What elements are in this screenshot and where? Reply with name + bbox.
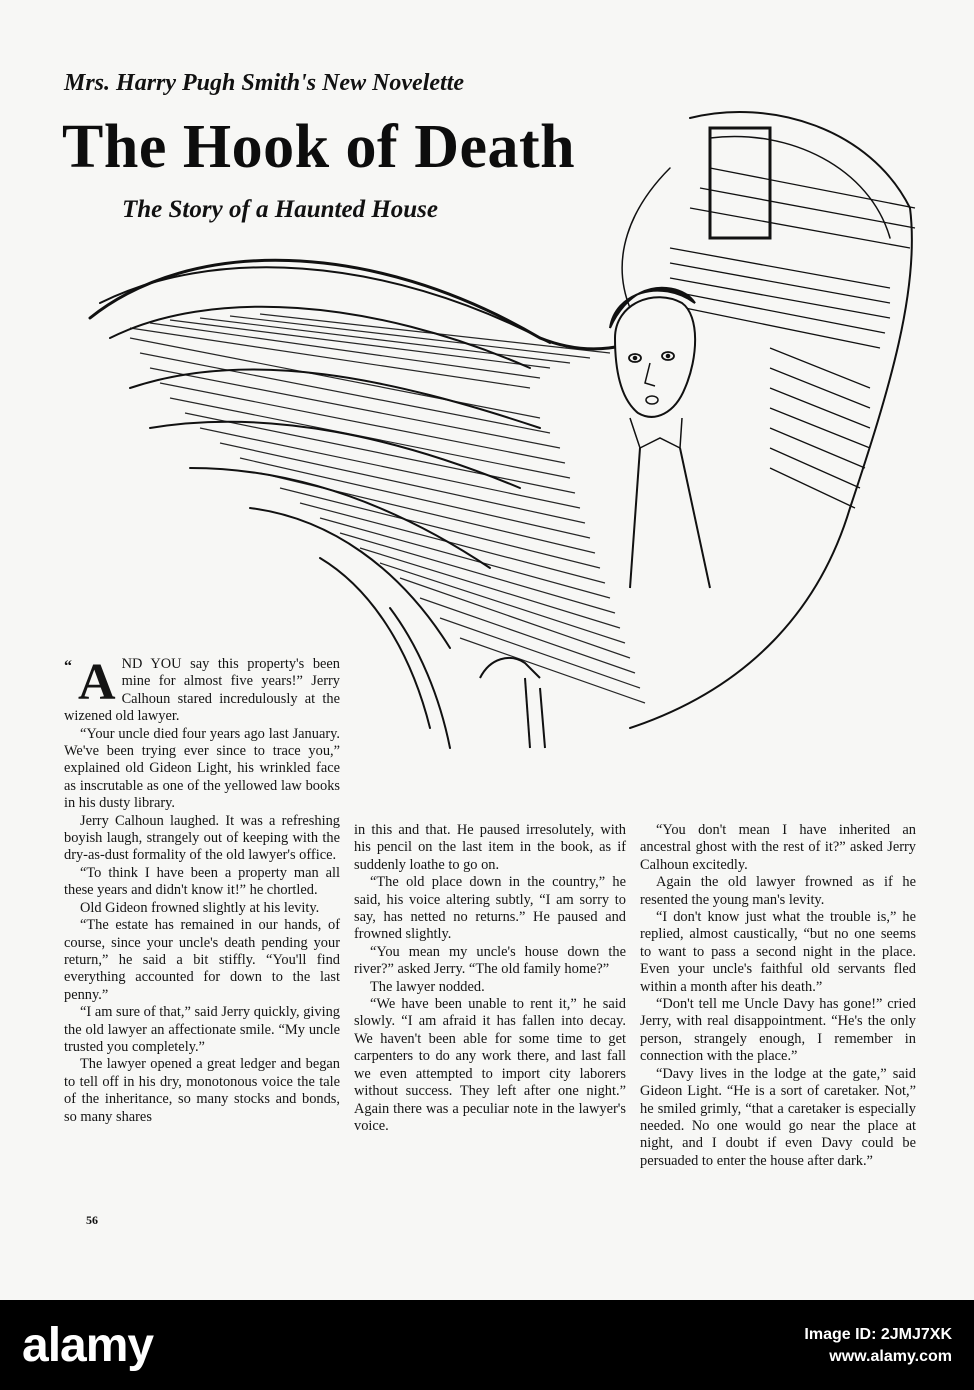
paragraph: “To think I have been a property man all these years and didn't know it!” he chortled. — [64, 864, 340, 899]
paragraph: Old Gideon frowned slightly at his levity. — [80, 899, 320, 916]
paragraph: “I am sure of that,” said Jerry quickly, giving the old lawyer an affectionate smile. “My uncle trusted you completely.” — [64, 1004, 340, 1055]
article-subtitle: The Story of a Haunted House — [122, 196, 438, 223]
paragraph: “We have been unable to rent it,” he said slowly. “I am afraid it has fallen into decay. We haven't been able for some time to get carpenters to do any work there, and last fall we even attempted to import city laborers without success. They left after one night.” Again there was a peculiar note in the lawyer's voice. — [354, 996, 626, 1134]
opening-paragraph — [64, 656, 340, 726]
paragraph: “Your uncle died four years ago last January. We've been trying ever since to trace you,” explained old Gideon Light, his wrinkled face as inscrutable as one of the yellowed law books in his dusty library. — [64, 725, 340, 812]
paragraph: “I don't know just what the trouble is,” he replied, almost caustically, “but no one seems to want to pass a second night in the place. Even your uncle's faithful old servants fled within a month after his death.” — [640, 909, 916, 995]
page-number: 56 — [86, 1213, 98, 1227]
paragraph: “Don't tell me Uncle Davy has gone!” cried Jerry, with real disappointment. “He's the only person, strangely enough, I remember in connection with the place.” — [640, 996, 916, 1065]
paragraph: ND YOU say this property's been mine for almost five years!” Jerry Calhoun stared incredulously at the wizened old lawyer. — [64, 656, 340, 725]
alamy-logo: alamy — [22, 1319, 154, 1372]
site-url: www.alamy.com — [829, 1348, 952, 1365]
paragraph: “You mean my uncle's house down the river?” asked Jerry. “The old family home?” — [354, 943, 626, 978]
paragraph: “You don't mean I have inherited an ancestral ghost with the rest of it?” asked Jerry Calhoun excitedly. — [640, 822, 916, 873]
article-title: The Hook of Death — [62, 113, 576, 181]
paragraph: “The estate has remained in our hands, of course, since your uncle's death pending your return,” he said a bit stiffly. “You'll find everything accounted for down to the last penny.” — [64, 917, 340, 1003]
stock-photo-banner — [0, 1300, 974, 1390]
text-column-3 — [640, 822, 916, 1170]
image-id-block — [804, 1324, 952, 1368]
drop-cap: A — [78, 654, 116, 711]
opening-quote: “ — [64, 658, 72, 675]
image-id: Image ID: 2JMJ7XK — [804, 1326, 952, 1343]
paragraph: The lawyer nodded. — [370, 978, 485, 995]
paragraph: “The old place down in the country,” he said, his voice altering subtly, “I am sorry to say, has netted no returns.” He paused and frowned slightly. — [354, 874, 626, 943]
paragraph: “Davy lives in the lodge at the gate,” said Gideon Light. “He is a sort of caretaker. Not,” he smiled grimly, “that a caretaker is especially needed. No one would go near the place at night, and I doubt if even Davy could be persuaded to enter the house after dark.” — [640, 1065, 916, 1169]
paragraph: in this and that. He paused irresolutely, with his pencil on the last item in the book, as if suddenly loathe to go on. — [354, 822, 626, 873]
paragraph: The lawyer opened a great ledger and began to tell off in his dry, monotonous voice the tale of the inheritance, so many stocks and bonds, so many shares — [64, 1056, 340, 1125]
paragraph: Jerry Calhoun laughed. It was a refreshing boyish laugh, strangely out of keeping with the dry-as-dust formality of the old lawyer's office. — [64, 812, 340, 864]
author-byline: Mrs. Harry Pugh Smith's New Novelette — [64, 70, 465, 96]
text-column-2 — [354, 822, 626, 1135]
text-column-1 — [64, 656, 340, 1126]
paragraph: Again the old lawyer frowned as if he resented the young man's levity. — [640, 874, 916, 908]
